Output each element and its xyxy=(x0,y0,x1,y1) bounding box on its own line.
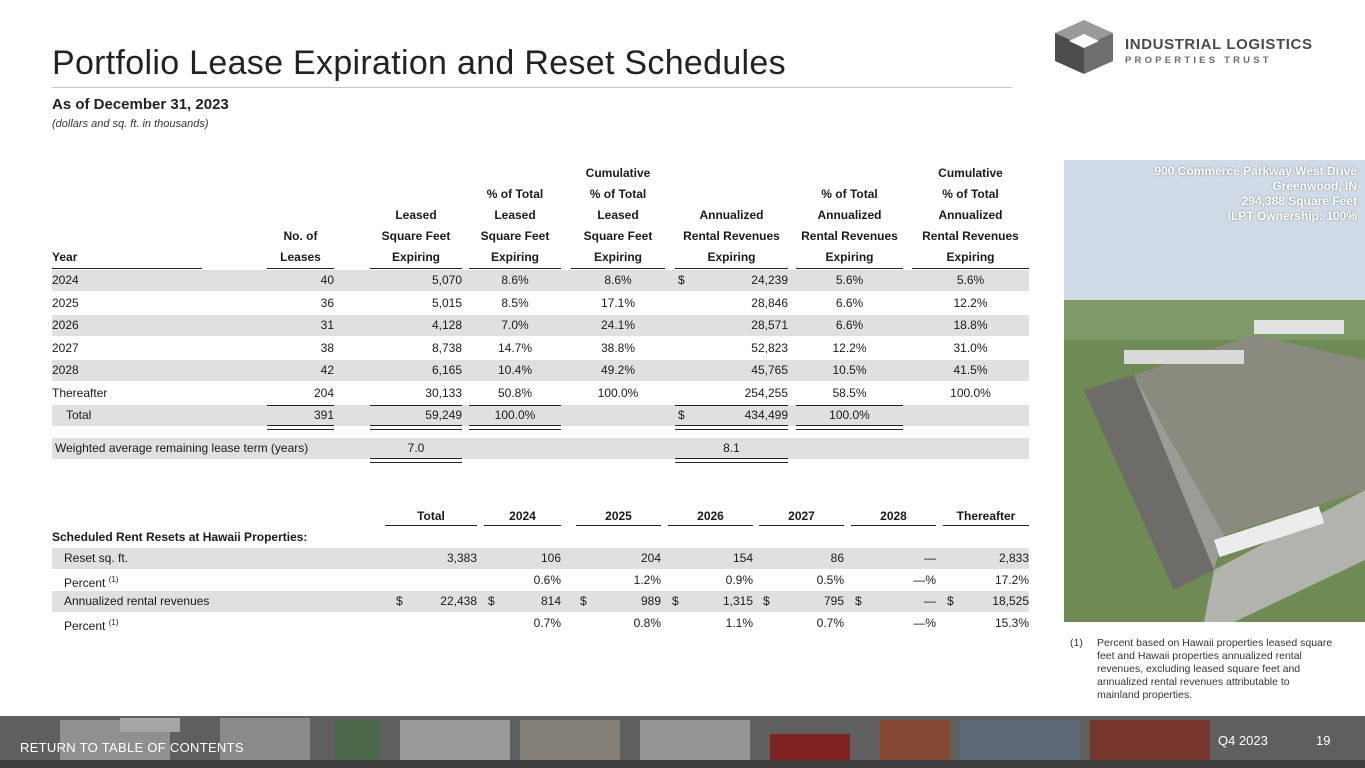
table-cell-cum-pct-rev: 41.5% xyxy=(953,363,988,377)
reset-row-label xyxy=(64,613,364,633)
table-cell-cum-pct-rev: 100.0% xyxy=(950,386,991,400)
header-underline xyxy=(267,268,334,269)
header-underline xyxy=(52,268,202,269)
reset-cell: 3,383 xyxy=(446,551,477,565)
header-underline xyxy=(675,268,788,269)
total-top-rule xyxy=(796,405,903,406)
reset-cell: 0.8% xyxy=(633,616,661,630)
total-top-rule xyxy=(267,405,334,406)
column-header-cum-pct-sf: Leased xyxy=(597,208,639,222)
total-cell-pct-rev: 100.0% xyxy=(829,408,870,422)
table-cell-pct-sf: 7.0% xyxy=(501,318,529,332)
logo-tagline: PROPERTIES TRUST xyxy=(1125,55,1272,66)
column-header-cum-pct-sf: Cumulative xyxy=(585,166,651,180)
total-cell-pct-sf: 100.0% xyxy=(494,408,536,422)
column-header-ann-rev: Annualized xyxy=(699,208,764,222)
reset-cell: 86 xyxy=(830,551,844,565)
reset-cell: 204 xyxy=(640,551,661,565)
table-cell-cum-pct-rev: 31.0% xyxy=(953,341,988,355)
dollar-sign: $ xyxy=(678,273,685,287)
reset-row-label-text: Reset sq. ft. xyxy=(64,551,129,565)
table-cell-leases: 31 xyxy=(320,318,334,332)
column-header-leases: No. of xyxy=(283,229,318,243)
reset-row-label xyxy=(64,591,364,611)
footnote-marker: (1) xyxy=(108,618,119,627)
reset-cell: 814 xyxy=(540,594,561,608)
table-cell-leased-sf: 4,128 xyxy=(431,318,462,332)
table-cell-cum-pct-rev: 18.8% xyxy=(953,318,988,332)
reset-header-underline xyxy=(576,525,661,526)
column-header-pct-sf: Square Feet xyxy=(480,229,550,243)
table-cell-cum-pct-rev: 5.6% xyxy=(956,273,985,287)
column-header-cum-pct-rev: Expiring xyxy=(946,250,995,264)
reset-cell: — xyxy=(924,594,936,608)
reset-cell: 22,438 xyxy=(440,594,477,608)
total-top-rule xyxy=(469,405,561,406)
reset-column-header: 2028 xyxy=(880,509,907,523)
total-cell-ann-rev: 434,499 xyxy=(744,408,788,422)
reset-cell: —% xyxy=(913,573,936,587)
total-cell-leased-sf: 59,249 xyxy=(425,408,462,422)
reset-header-underline xyxy=(668,525,753,526)
reset-cell: 0.7% xyxy=(816,616,844,630)
reset-header-underline xyxy=(484,525,561,526)
reset-cell: 1,315 xyxy=(722,594,753,608)
total-double-rule xyxy=(267,425,334,430)
as-of-date: As of December 31, 2023 xyxy=(52,96,229,113)
table-cell-cum-pct-sf: 24.1% xyxy=(600,318,636,332)
reset-cell: 2,833 xyxy=(998,551,1029,565)
reset-header-underline xyxy=(851,525,936,526)
reset-column-header: 2026 xyxy=(697,509,724,523)
table-cell-leases: 42 xyxy=(320,363,334,377)
dollar-sign: $ xyxy=(678,408,685,422)
table-cell-cum-pct-sf: 49.2% xyxy=(600,363,636,377)
dollar-sign: $ xyxy=(947,594,954,608)
weighted-average-label: Weighted average remaining lease term (years) xyxy=(55,441,309,455)
reset-cell: 154 xyxy=(732,551,753,565)
table-cell-year: 2025 xyxy=(52,296,79,310)
footnote xyxy=(1070,637,1335,702)
total-double-rule xyxy=(469,425,561,430)
header-underline xyxy=(571,268,665,269)
table-cell-leases: 36 xyxy=(320,296,334,310)
property-ownership: ILPT Ownership: 100% xyxy=(1227,209,1357,223)
table-cell-pct-rev: 12.2% xyxy=(832,341,867,355)
reset-cell xyxy=(385,570,477,590)
total-cell-cum-pct-rev xyxy=(912,405,1029,425)
footnote-text: Percent based on Hawaii properties leased square feet and Hawaii properties annualized rental revenues, excluding leased square feet and annualized rental revenues attributable to mainland properties. xyxy=(1097,637,1333,701)
header-underline xyxy=(469,268,561,269)
column-header-pct-sf: % of Total xyxy=(486,187,544,201)
logo-company-name: INDUSTRIAL LOGISTICS xyxy=(1125,36,1313,53)
reset-row-label-text: Annualized rental revenues xyxy=(64,594,210,608)
reset-cell: 0.7% xyxy=(533,616,561,630)
table-cell-pct-rev: 10.5% xyxy=(832,363,867,377)
table-cell-leases: 40 xyxy=(320,273,334,287)
reset-cell: — xyxy=(924,551,936,565)
reset-cell xyxy=(385,613,477,633)
table-cell-leases: 204 xyxy=(313,386,334,400)
table-cell-ann-rev: 24,239 xyxy=(751,273,788,287)
table-cell-ann-rev: 45,765 xyxy=(751,363,788,377)
table-cell-ann-rev: 254,255 xyxy=(744,386,788,400)
total-cell-cum-pct-sf xyxy=(571,405,665,425)
column-header-leased-sf: Square Feet xyxy=(381,229,451,243)
reset-cell: 18,525 xyxy=(992,594,1029,608)
reset-header-underline xyxy=(759,525,844,526)
weighted-average-double-rule xyxy=(370,458,462,463)
reset-column-header: 2027 xyxy=(788,509,815,523)
reset-cell: 15.3% xyxy=(994,616,1029,630)
column-header-pct-rev: Rental Revenues xyxy=(801,229,898,243)
reset-header-underline xyxy=(385,525,477,526)
reset-cell: 989 xyxy=(640,594,661,608)
table-cell-year: Thereafter xyxy=(52,386,108,400)
column-header-pct-rev: % of Total xyxy=(821,187,878,201)
column-header-leased-sf: Leased xyxy=(395,208,437,222)
table-cell-pct-sf: 8.6% xyxy=(501,273,529,287)
reset-cell: 1.1% xyxy=(725,616,753,630)
table-cell-pct-rev: 6.6% xyxy=(835,318,864,332)
table-cell-cum-pct-sf: 38.8% xyxy=(600,341,636,355)
total-cell-year: Total xyxy=(66,408,92,422)
property-size: 294,388 Square Feet xyxy=(1241,194,1357,208)
column-header-cum-pct-rev: Cumulative xyxy=(938,166,1003,180)
column-header-cum-pct-sf: Expiring xyxy=(593,250,642,264)
table-cell-leased-sf: 6,165 xyxy=(431,363,462,377)
table-cell-cum-pct-sf: 8.6% xyxy=(604,273,632,287)
reset-column-header: 2025 xyxy=(605,509,632,523)
table-cell-leased-sf: 5,015 xyxy=(431,296,462,310)
table-cell-leased-sf: 8,738 xyxy=(431,341,462,355)
table-cell-leases: 38 xyxy=(320,341,334,355)
table-cell-pct-rev: 58.5% xyxy=(832,386,867,400)
header-underline xyxy=(912,268,1029,269)
reset-cell: 106 xyxy=(540,551,561,565)
units-note: (dollars and sq. ft. in thousands) xyxy=(52,118,209,130)
footnote-marker: (1) xyxy=(108,575,119,584)
table-cell-ann-rev: 52,823 xyxy=(751,341,788,355)
table-cell-leased-sf: 30,133 xyxy=(425,386,462,400)
table-cell-cum-pct-sf: 17.1% xyxy=(600,296,636,310)
dollar-sign: $ xyxy=(488,594,495,608)
reset-cell: 17.2% xyxy=(994,573,1029,587)
property-address: 900 Commerce Parkway West Drive xyxy=(1154,164,1357,178)
quarter-label: Q4 2023 xyxy=(1218,733,1268,748)
reset-cell: 0.5% xyxy=(816,573,844,587)
table-cell-leased-sf: 5,070 xyxy=(431,273,462,287)
table-cell-pct-sf: 50.8% xyxy=(497,386,533,400)
reset-cell: 795 xyxy=(823,594,844,608)
page-title: Portfolio Lease Expiration and Reset Schedules xyxy=(52,44,786,82)
reset-row-label xyxy=(64,570,364,590)
total-cell-leases: 391 xyxy=(313,408,334,422)
footer-banner xyxy=(0,716,1365,768)
return-to-contents-link[interactable]: RETURN TO TABLE OF CONTENTS xyxy=(20,740,244,755)
column-header-year: Year xyxy=(52,250,78,264)
reset-cell: 0.6% xyxy=(533,573,561,587)
column-header-ann-rev: Expiring xyxy=(707,250,756,264)
dollar-sign: $ xyxy=(855,594,862,608)
total-top-rule xyxy=(370,405,462,406)
reset-cell: 1.2% xyxy=(633,573,661,587)
table-cell-year: 2026 xyxy=(52,318,79,332)
weighted-average-double-rule xyxy=(675,458,788,463)
table-cell-year: 2027 xyxy=(52,341,79,355)
reset-row-label xyxy=(64,548,364,568)
reset-section-label: Scheduled Rent Resets at Hawaii Properties: xyxy=(52,530,308,544)
reset-column-header: 2024 xyxy=(509,509,536,523)
column-header-pct-rev: Annualized xyxy=(817,208,882,222)
weighted-average-revenue: 8.1 xyxy=(723,441,740,455)
column-header-cum-pct-rev: Annualized xyxy=(938,208,1003,222)
table-cell-year: 2024 xyxy=(52,273,79,287)
reset-header-underline xyxy=(943,525,1029,526)
header-underline xyxy=(370,268,462,269)
company-logo xyxy=(1055,20,1335,74)
table-cell-cum-pct-rev: 12.2% xyxy=(953,296,988,310)
property-city: Greenwood, IN xyxy=(1272,179,1357,193)
table-cell-ann-rev: 28,846 xyxy=(751,296,788,310)
column-header-leased-sf: Expiring xyxy=(391,250,440,264)
dollar-sign: $ xyxy=(672,594,679,608)
column-header-cum-pct-rev: Rental Revenues xyxy=(922,229,1019,243)
reset-row-label-text: Percent xyxy=(64,576,106,590)
reset-row-label-text: Percent xyxy=(64,619,106,633)
column-header-pct-sf: Expiring xyxy=(490,250,539,264)
weighted-average-sf: 7.0 xyxy=(407,441,425,455)
page-number: 19 xyxy=(1316,733,1331,748)
column-header-cum-pct-sf: % of Total xyxy=(589,187,647,201)
photo-caption xyxy=(1154,164,1357,224)
column-header-leases: Leases xyxy=(280,250,321,264)
table-cell-pct-sf: 10.4% xyxy=(497,363,533,377)
dollar-sign: $ xyxy=(763,594,770,608)
cube-logo-icon xyxy=(1055,20,1113,74)
column-header-pct-rev: Expiring xyxy=(825,250,874,264)
table-cell-pct-rev: 5.6% xyxy=(835,273,864,287)
reset-column-header: Total xyxy=(417,509,445,523)
table-cell-ann-rev: 28,571 xyxy=(751,318,788,332)
table-cell-pct-rev: 6.6% xyxy=(835,296,864,310)
table-cell-pct-sf: 8.5% xyxy=(501,296,529,310)
table-cell-year: 2028 xyxy=(52,363,79,377)
property-photo xyxy=(1064,160,1365,622)
title-divider xyxy=(52,87,1012,88)
total-double-rule xyxy=(370,425,462,430)
reset-cell: 0.9% xyxy=(725,573,753,587)
column-header-cum-pct-sf: Square Feet xyxy=(583,229,653,243)
warehouse-aerial-image xyxy=(1064,160,1365,622)
table-cell-cum-pct-sf: 100.0% xyxy=(597,386,639,400)
reset-cell: —% xyxy=(913,616,936,630)
header-underline xyxy=(796,268,903,269)
total-top-rule xyxy=(675,405,788,406)
column-header-pct-sf: Leased xyxy=(494,208,536,222)
column-header-ann-rev: Rental Revenues xyxy=(683,229,780,243)
total-double-rule xyxy=(796,425,903,430)
reset-column-header: Thereafter xyxy=(956,509,1016,523)
column-header-cum-pct-rev: % of Total xyxy=(942,187,999,201)
dollar-sign: $ xyxy=(580,594,587,608)
dollar-sign: $ xyxy=(396,594,403,608)
total-double-rule xyxy=(675,425,788,430)
footnote-number: (1) xyxy=(1070,637,1083,649)
table-cell-pct-sf: 14.7% xyxy=(497,341,533,355)
